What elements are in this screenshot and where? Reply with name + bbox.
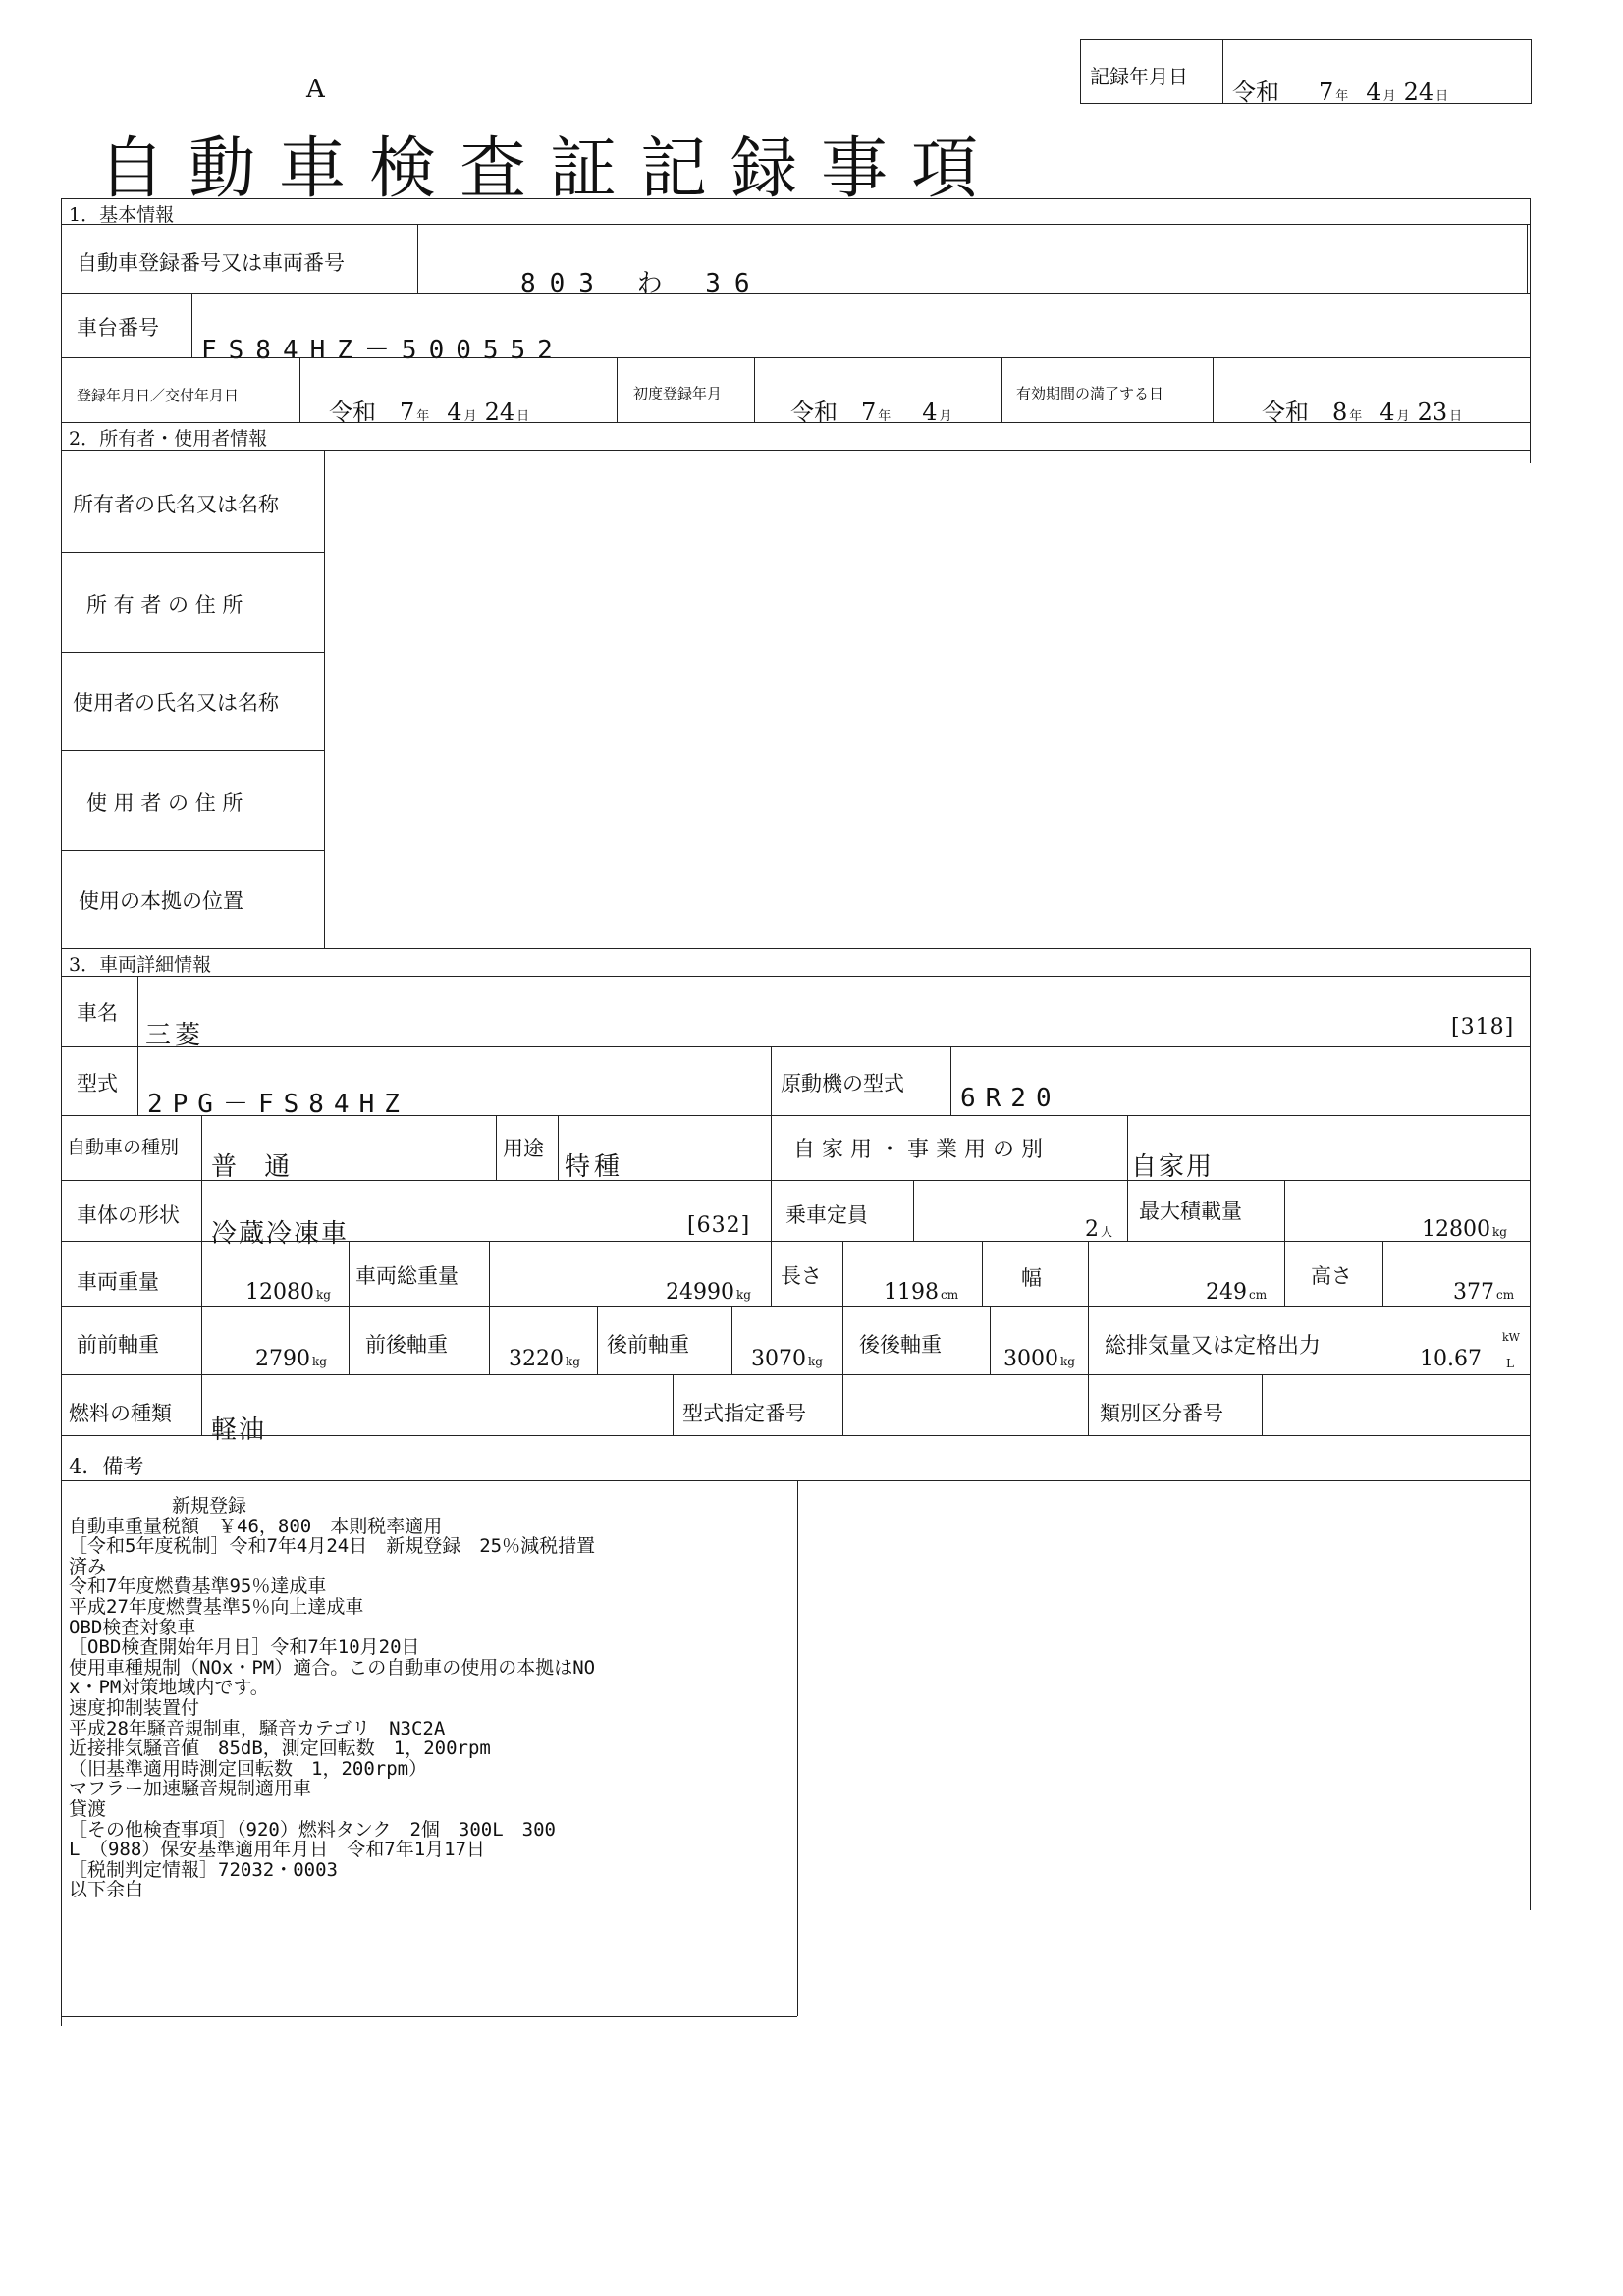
width-value: 249 cm [1206, 1280, 1268, 1305]
ff-axle-value: 2790 kg [255, 1347, 327, 1371]
remarks-line: 近接排気騒音値 85dB，測定回転数 1，200rpm [69, 1738, 491, 1759]
kind-value: 普 通 [211, 1152, 300, 1182]
category-label: 類別区分番号 [1100, 1402, 1223, 1425]
weight-value: 12080 kg [245, 1280, 331, 1305]
weight-label: 車両重量 [77, 1270, 159, 1294]
type-designation-label: 型式指定番号 [682, 1402, 806, 1425]
first-reg-label: 初度登録年月 [633, 385, 723, 402]
body-code: [632] [687, 1213, 751, 1238]
rr-axle-label: 後後軸重 [859, 1333, 942, 1357]
length-label: 長さ [781, 1264, 822, 1288]
fr-axle-value: 3220 kg [509, 1347, 580, 1371]
section-remarks-title: 4．備考 [69, 1455, 144, 1478]
base-location-label: 使用の本拠の位置 [79, 889, 243, 913]
fuel-label: 燃料の種類 [69, 1402, 172, 1425]
reg-no-label: 自動車登録番号又は車両番号 [77, 251, 345, 275]
height-label: 高さ [1311, 1264, 1352, 1288]
remarks-line: 済み [69, 1556, 107, 1577]
model-value: 2PG－FS84HZ [147, 1090, 409, 1119]
remarks-line: 平成28年騒音規制車，騒音カテゴリ N3C2A [69, 1718, 446, 1739]
length-value: 1198 cm [884, 1280, 959, 1305]
page-title: 自動車検査証記録事項 [98, 131, 1002, 208]
height-value: 377 cm [1453, 1280, 1515, 1305]
remarks-line: 以下余白 [69, 1880, 144, 1900]
body-label: 車体の形状 [77, 1203, 180, 1227]
remarks-line: ［税制判定情報］72032・0003 [69, 1859, 338, 1881]
displacement-label: 総排気量又は定格出力 [1105, 1334, 1322, 1359]
remarks-line: 自動車重量税額 ￥46，800 本則税率適用 [69, 1516, 443, 1537]
use-value: 特種 [565, 1152, 624, 1182]
remarks-line: 平成27年度燃費基準5％向上達成車 [69, 1596, 364, 1618]
expiry-value: 令和 8 年 4 月 23 日 [1262, 399, 1463, 426]
section-basic-title: 1．基本情報 [69, 204, 175, 226]
user-address-label: 使 用 者 の 住 所 [86, 791, 243, 815]
max-load-value: 12800 kg [1422, 1217, 1507, 1242]
engine-value: 6R20 [960, 1084, 1061, 1113]
fuel-value: 軽油 [211, 1415, 267, 1445]
private-label: 自 家 用 ・ 事 業 用 の 別 [793, 1138, 1043, 1162]
width-label: 幅 [1021, 1266, 1042, 1290]
remarks-line: マフラー加速騒音規制適用車 [69, 1779, 312, 1799]
engine-label: 原動機の型式 [781, 1072, 904, 1095]
record-date-label: 記録年月日 [1090, 65, 1188, 88]
owner-name-label: 所有者の氏名又は名称 [73, 493, 279, 516]
first-reg-value: 令和 7 年 4 月 [790, 399, 952, 426]
owner-address-label: 所 有 者 の 住 所 [86, 593, 243, 616]
reg-date-label: 登録年月日／交付年月日 [77, 387, 240, 404]
car-name-label: 車名 [77, 1001, 118, 1025]
section-vehicle-title: 3．車両詳細情報 [69, 954, 212, 976]
gross-value: 24990 kg [666, 1280, 751, 1305]
use-label: 用途 [503, 1137, 544, 1160]
user-name-label: 使用者の氏名又は名称 [73, 691, 279, 715]
expiry-label: 有効期間の満了する日 [1016, 385, 1164, 402]
rf-axle-value: 3070 kg [751, 1347, 823, 1371]
kind-label: 自動車の種別 [67, 1137, 180, 1158]
remarks-line: x・PM対策地域内です。 [69, 1678, 269, 1698]
remarks-list [69, 1496, 795, 1900]
remarks-line: OBD検査対象車 [69, 1617, 196, 1638]
remarks-line: 新規登録 [172, 1496, 247, 1517]
rf-axle-label: 後前軸重 [607, 1333, 689, 1357]
fr-axle-label: 前後軸重 [365, 1333, 448, 1357]
reg-no-value: 803 わ 36 [520, 269, 764, 298]
private-value: 自家用 [1131, 1152, 1215, 1182]
remarks-line: L （988）保安基準適用年月日 令和7年1月17日 [69, 1840, 486, 1860]
record-date: 令和 7 年 4 月 24 日 [1232, 79, 1449, 106]
doc-mark: A [306, 75, 325, 104]
car-name-value: 三菱 [145, 1021, 205, 1050]
rr-axle-value: 3000 kg [1003, 1347, 1075, 1371]
remarks-line: 令和7年度燃費基準95％達成車 [69, 1576, 327, 1597]
remarks-line: （旧基準適用時測定回転数 1，200rpm） [69, 1758, 428, 1780]
remarks-line: 使用車種規制（NOx・PM）適合。この自動車の使用の本拠はNO [69, 1657, 596, 1679]
displacement-unit-l: L [1506, 1357, 1514, 1370]
body-value: 冷蔵冷凍車 [211, 1219, 350, 1249]
remarks-line: 貸渡 [69, 1798, 107, 1820]
remarks-line: 速度抑制装置付 [69, 1697, 200, 1719]
displacement-value: 10.67 [1420, 1347, 1482, 1371]
remarks-line: ［令和5年度税制］令和7年4月24日 新規登録 25％減税措置 [69, 1536, 596, 1557]
displacement-unit-kw: kW [1502, 1331, 1520, 1344]
gross-label: 車両総重量 [355, 1264, 459, 1288]
model-label: 型式 [77, 1072, 118, 1095]
remarks-line: ［OBD検査開始年月日］令和7年10月20日 [69, 1637, 420, 1658]
reg-date-value: 令和 7 年 4 月 24 日 [329, 399, 530, 426]
capacity-value: 2 人 [1085, 1217, 1113, 1242]
car-name-code: [318] [1451, 1015, 1515, 1040]
capacity-label: 乗車定員 [785, 1203, 868, 1227]
remarks-line: ［その他検査事項］（920）燃料タンク 2個 300L 300 [69, 1819, 556, 1841]
ff-axle-label: 前前軸重 [77, 1333, 159, 1357]
max-load-label: 最大積載量 [1139, 1200, 1242, 1223]
chassis-label: 車台番号 [77, 316, 159, 340]
section-owner-title: 2．所有者・使用者情報 [69, 428, 268, 450]
chassis-value: FS84HZ－500552 [201, 336, 565, 365]
